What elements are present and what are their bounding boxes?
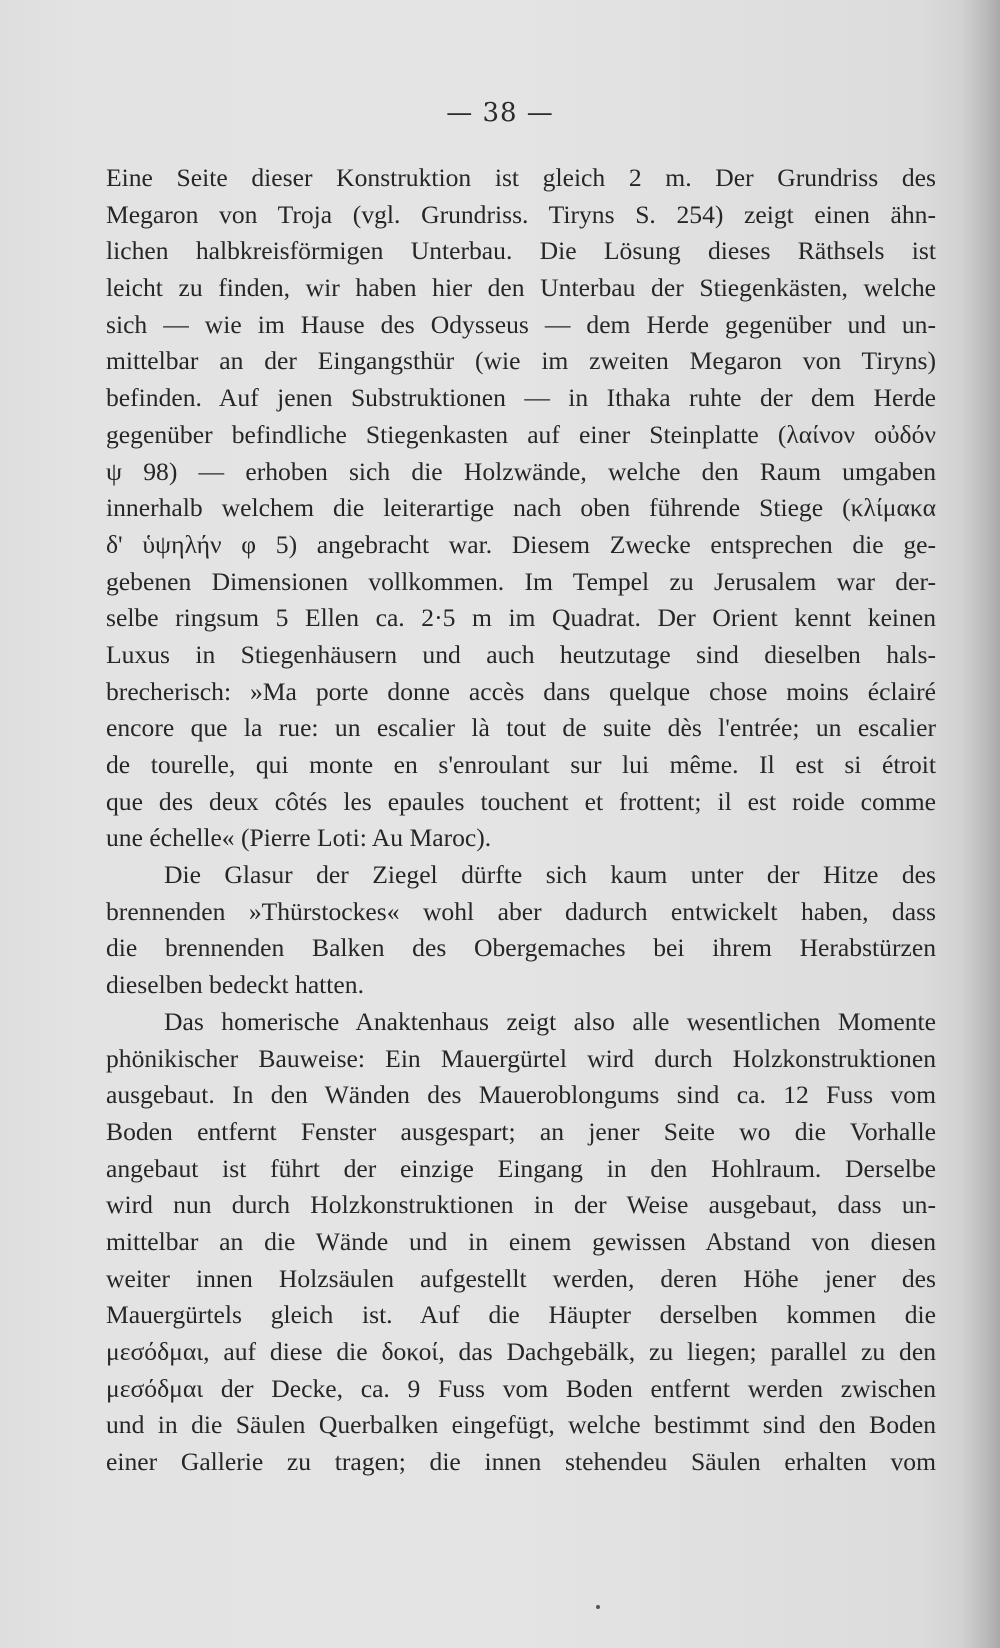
text-line: angebaut ist führt der einzige Eingang in den Hohlraum. Derselbe xyxy=(106,1153,936,1183)
paragraph-3 xyxy=(106,1004,936,1481)
text-line: μεσόδμαι der Decke, ca. 9 Fuss vom Boden entfernt werden zwischen xyxy=(106,1373,936,1403)
body-text xyxy=(106,160,936,1481)
text-line: lichen halbkreisförmigen Unterbau. Die Lösung dieses Räthsels ist xyxy=(106,236,936,266)
text-line: ψ 98) — erhoben sich die Holzwände, welche den Raum umgaben xyxy=(106,456,936,486)
text-line: Mauergürtels gleich ist. Auf die Häupter derselben kommen die xyxy=(106,1300,936,1330)
text-line: selbe ringsum 5 Ellen ca. 2·5 m im Quadrat. Der Orient kennt keinen xyxy=(106,603,936,633)
text-line: phönikischer Bauweise: Ein Mauergürtel wird durch Holzkonstruktionen xyxy=(106,1043,936,1073)
text-line: ausgebaut. In den Wänden des Maueroblongums sind ca. 12 Fuss vom xyxy=(106,1080,936,1110)
text-line: weiter innen Holzsäulen aufgestellt werden, deren Höhe jener des xyxy=(106,1263,936,1293)
text-line: leicht zu finden, wir haben hier den Unterbau der Stiegenkästen, welche xyxy=(106,273,936,303)
paragraph-1 xyxy=(106,160,936,857)
text-line: wird nun durch Holzkonstruktionen in der Weise ausgebaut, dass un- xyxy=(106,1190,936,1220)
text-line: innerhalb welchem die leiterartige nach oben führende Stiege (κλίμακα xyxy=(106,493,936,523)
text-line: δ' ὑψηλήν φ 5) angebracht war. Diesem Zwecke entsprechen die ge- xyxy=(106,529,936,559)
page-edge-shadow xyxy=(960,0,1000,1648)
text-line: encore que la rue: un escalier là tout de suite dès l'entrée; un escalier xyxy=(106,713,936,743)
text-line: die brennenden Balken des Obergemaches bei ihrem Herabstürzen xyxy=(106,933,936,963)
text-line: gebenen Dimensionen vollkommen. Im Tempel zu Jerusalem war der- xyxy=(106,566,936,596)
text-line: gegenüber befindliche Stiegenkasten auf einer Steinplatte (λαίνον οὐδόν xyxy=(106,419,936,449)
text-line: Luxus in Stiegenhäusern und auch heutzutage sind dieselben hals- xyxy=(106,639,936,669)
text-line: une échelle« (Pierre Loti: Au Maroc). xyxy=(106,823,492,853)
text-line: Boden entfernt Fenster ausgespart; an jener Seite wo die Vorhalle xyxy=(106,1116,936,1146)
text-line: brecherisch: »Ma porte donne accès dans quelque chose moins éclairé xyxy=(106,676,936,706)
page-number: — 38 — xyxy=(446,98,554,128)
text-line: Die Glasur der Ziegel dürfte sich kaum unter der Hitze des xyxy=(164,860,936,890)
print-speck xyxy=(596,1605,600,1609)
text-line: brennenden »Thürstockes« wohl aber dadurch entwickelt haben, dass xyxy=(106,896,936,926)
text-line: befinden. Auf jenen Substruktionen — in Ithaka ruhte der dem Herde xyxy=(106,383,936,413)
text-line: dieselben bedeckt hatten. xyxy=(106,970,364,1000)
text-line: sich — wie im Hause des Odysseus — dem Herde gegenüber und un- xyxy=(106,309,936,339)
paragraph-2 xyxy=(106,857,936,1004)
text-line: Eine Seite dieser Konstruktion ist gleich 2 m. Der Grundriss des xyxy=(106,163,936,192)
text-line: Das homerische Anaktenhaus zeigt also alle wesentlichen Momente xyxy=(164,1006,936,1036)
text-line: mittelbar an der Eingangsthür (wie im zweiten Megaron von Tiryns) xyxy=(106,346,936,376)
text-line: mittelbar an die Wände und in einem gewissen Abstand von diesen xyxy=(106,1226,936,1256)
text-line: μεσόδμαι, auf diese die δοκοί, das Dachgebälk, zu liegen; parallel zu den xyxy=(106,1337,936,1366)
text-line: de tourelle, qui monte en s'enroulant sur lui même. Il est si étroit xyxy=(106,750,936,779)
text-line: und in die Säulen Querbalken eingefügt, welche bestimmt sind den Boden xyxy=(106,1410,936,1440)
text-line: einer Gallerie zu tragen; die innen stehendeu Säulen erhalten vom xyxy=(106,1447,936,1477)
text-line: Megaron von Troja (vgl. Grundriss. Tiryns S. 254) zeigt einen ähn- xyxy=(106,199,936,229)
text-line: que des deux côtés les epaules touchent et frottent; il est roide comme xyxy=(106,786,936,816)
